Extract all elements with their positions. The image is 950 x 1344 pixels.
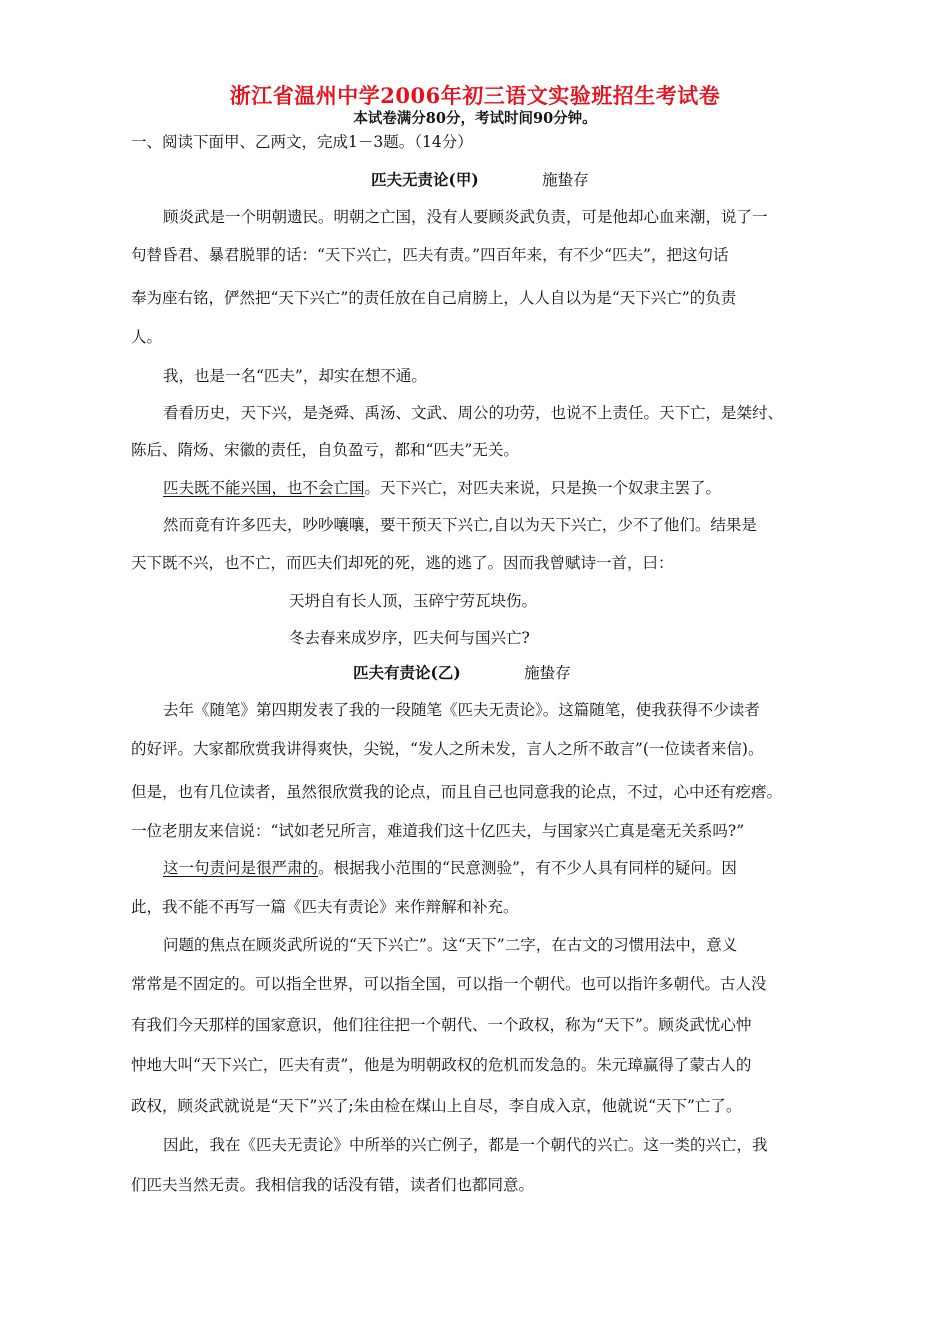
article-a-p2: 我，也是一名“匹夫”，却实在想不通。 bbox=[163, 367, 427, 385]
article-a-p1-line2: 句替昏君、暴君脱罪的话：“天下兴亡，匹夫有责。”四百年来，有不少“匹夫”，把这句话 bbox=[131, 246, 729, 264]
article-b-p2-line2: 此，我不能不再写一篇《匹夫有责论》来作辩解和补充。 bbox=[131, 898, 519, 916]
article-a-p5-line2: 天下既不兴，也不亡，而匹夫们却死的死，逃的逃了。因而我曾赋诗一首，曰： bbox=[131, 554, 674, 572]
exam-title: 浙江省温州中学2006年初三语文实验班招生考试卷 bbox=[229, 83, 721, 108]
article-b-p3-line5: 政权，顾炎武就说是“天下”兴了;朱由检在煤山上自尽，李自成入京，他就说“天下”亡了。 bbox=[131, 1097, 742, 1115]
article-b-p3-line4: 忡地大叫“天下兴亡，匹夫有责”，他是为明朝政权的危机而发急的。朱元璋赢得了蒙古人的 bbox=[131, 1056, 752, 1074]
article-b-author: 施蛰存 bbox=[524, 664, 571, 682]
article-b-p1-line3: 但是，也有几位读者，虽然很欣赏我的论点，而且自己也同意我的论点，不过，心中还有疙瘩。 bbox=[131, 783, 783, 801]
article-b-p2-line1 bbox=[163, 858, 737, 878]
article-b-p2-rest: 。根据我小范围的“民意测验”，有不少人具有同样的疑问。因 bbox=[318, 859, 737, 877]
poem-line1: 天坍自有长人顶，玉碎宁劳瓦块伤。 bbox=[289, 592, 538, 610]
article-b-heading bbox=[353, 663, 571, 683]
article-a-p4 bbox=[163, 478, 721, 498]
article-b-title: 匹夫有责论(乙) bbox=[353, 663, 461, 682]
article-b-p3-line2: 常常是不固定的。可以指全世界，可以指全国，可以指一个朝代。也可以指许多朝代。古人没 bbox=[131, 975, 767, 993]
article-b-underlined-sentence: 这一句责问是很严肃的 bbox=[163, 859, 319, 877]
article-a-p5-line1: 然而竟有许多匹夫，吵吵嚷嚷，要干预天下兴亡,自以为天下兴亡，少不了他们。结果是 bbox=[163, 516, 757, 534]
article-a-title: 匹夫无责论(甲) bbox=[371, 170, 479, 189]
article-a-p1-line1: 顾炎武是一个明朝遗民。明朝之亡国，没有人要顾炎武负责，可是他却心血来潮，说了一 bbox=[163, 208, 768, 226]
article-b-p3-line3: 有我们今天那样的国家意识，他们往往把一个朝代、一个政权，称为“天下”。顾炎武忧心忡 bbox=[131, 1016, 752, 1034]
article-a-p1-line3: 奉为座右铭，俨然把“天下兴亡”的责任放在自己肩膀上，人人自以为是“天下兴亡”的负责 bbox=[131, 289, 737, 307]
article-a-p4-rest: 。天下兴亡，对匹夫来说，只是换一个奴隶主罢了。 bbox=[364, 479, 722, 497]
article-b-p3-line1: 问题的焦点在顾炎武所说的“天下兴亡”。这“天下”二字，在古文的习惯用法中，意义 bbox=[163, 936, 738, 954]
article-b-p1-line1: 去年《随笔》第四期发表了我的一段随笔《匹夫无责论》。这篇随笔，使我获得不少读者 bbox=[163, 701, 760, 719]
article-b-p1-line4: 一位老朋友来信说：“试如老兄所言，难道我们这十亿匹夫，与国家兴亡真是毫无关系吗?” bbox=[131, 822, 745, 840]
question-intro: 一、阅读下面甲、乙两文，完成1－3题。（14分） bbox=[131, 133, 473, 151]
article-a-p3-line1: 看看历史，天下兴，是尧舜、禹汤、文武、周公的功劳，也说不上责任。天下亡，是桀纣、 bbox=[163, 404, 784, 422]
article-b-p1-line2: 的好评。大家都欣赏我讲得爽快，尖锐，“发人之所未发，言人之所不敢言”(一位读者来信)。 bbox=[131, 740, 764, 758]
article-a-author: 施蛰存 bbox=[542, 171, 589, 189]
article-b-p4-line2: 们匹夫当然无责。我相信我的话没有错，读者们也都同意。 bbox=[131, 1176, 535, 1194]
exam-subtitle: 本试卷满分80分，考试时间90分钟。 bbox=[353, 110, 597, 127]
article-b-p4-line1: 因此，我在《匹夫无责论》中所举的兴亡例子，都是一个朝代的兴亡。这一类的兴亡，我 bbox=[163, 1136, 768, 1154]
article-a-p1-line4: 人。 bbox=[131, 328, 163, 346]
poem-line2: 冬去春来成岁序，匹夫何与国兴亡? bbox=[289, 629, 530, 647]
article-a-p3-line2: 陈后、隋炀、宋徽的责任，自负盈亏，都和“匹夫”无关。 bbox=[131, 441, 519, 459]
article-a-underlined-sentence: 匹夫既不能兴国，也不会亡国 bbox=[163, 479, 365, 497]
article-a-heading bbox=[371, 170, 589, 190]
